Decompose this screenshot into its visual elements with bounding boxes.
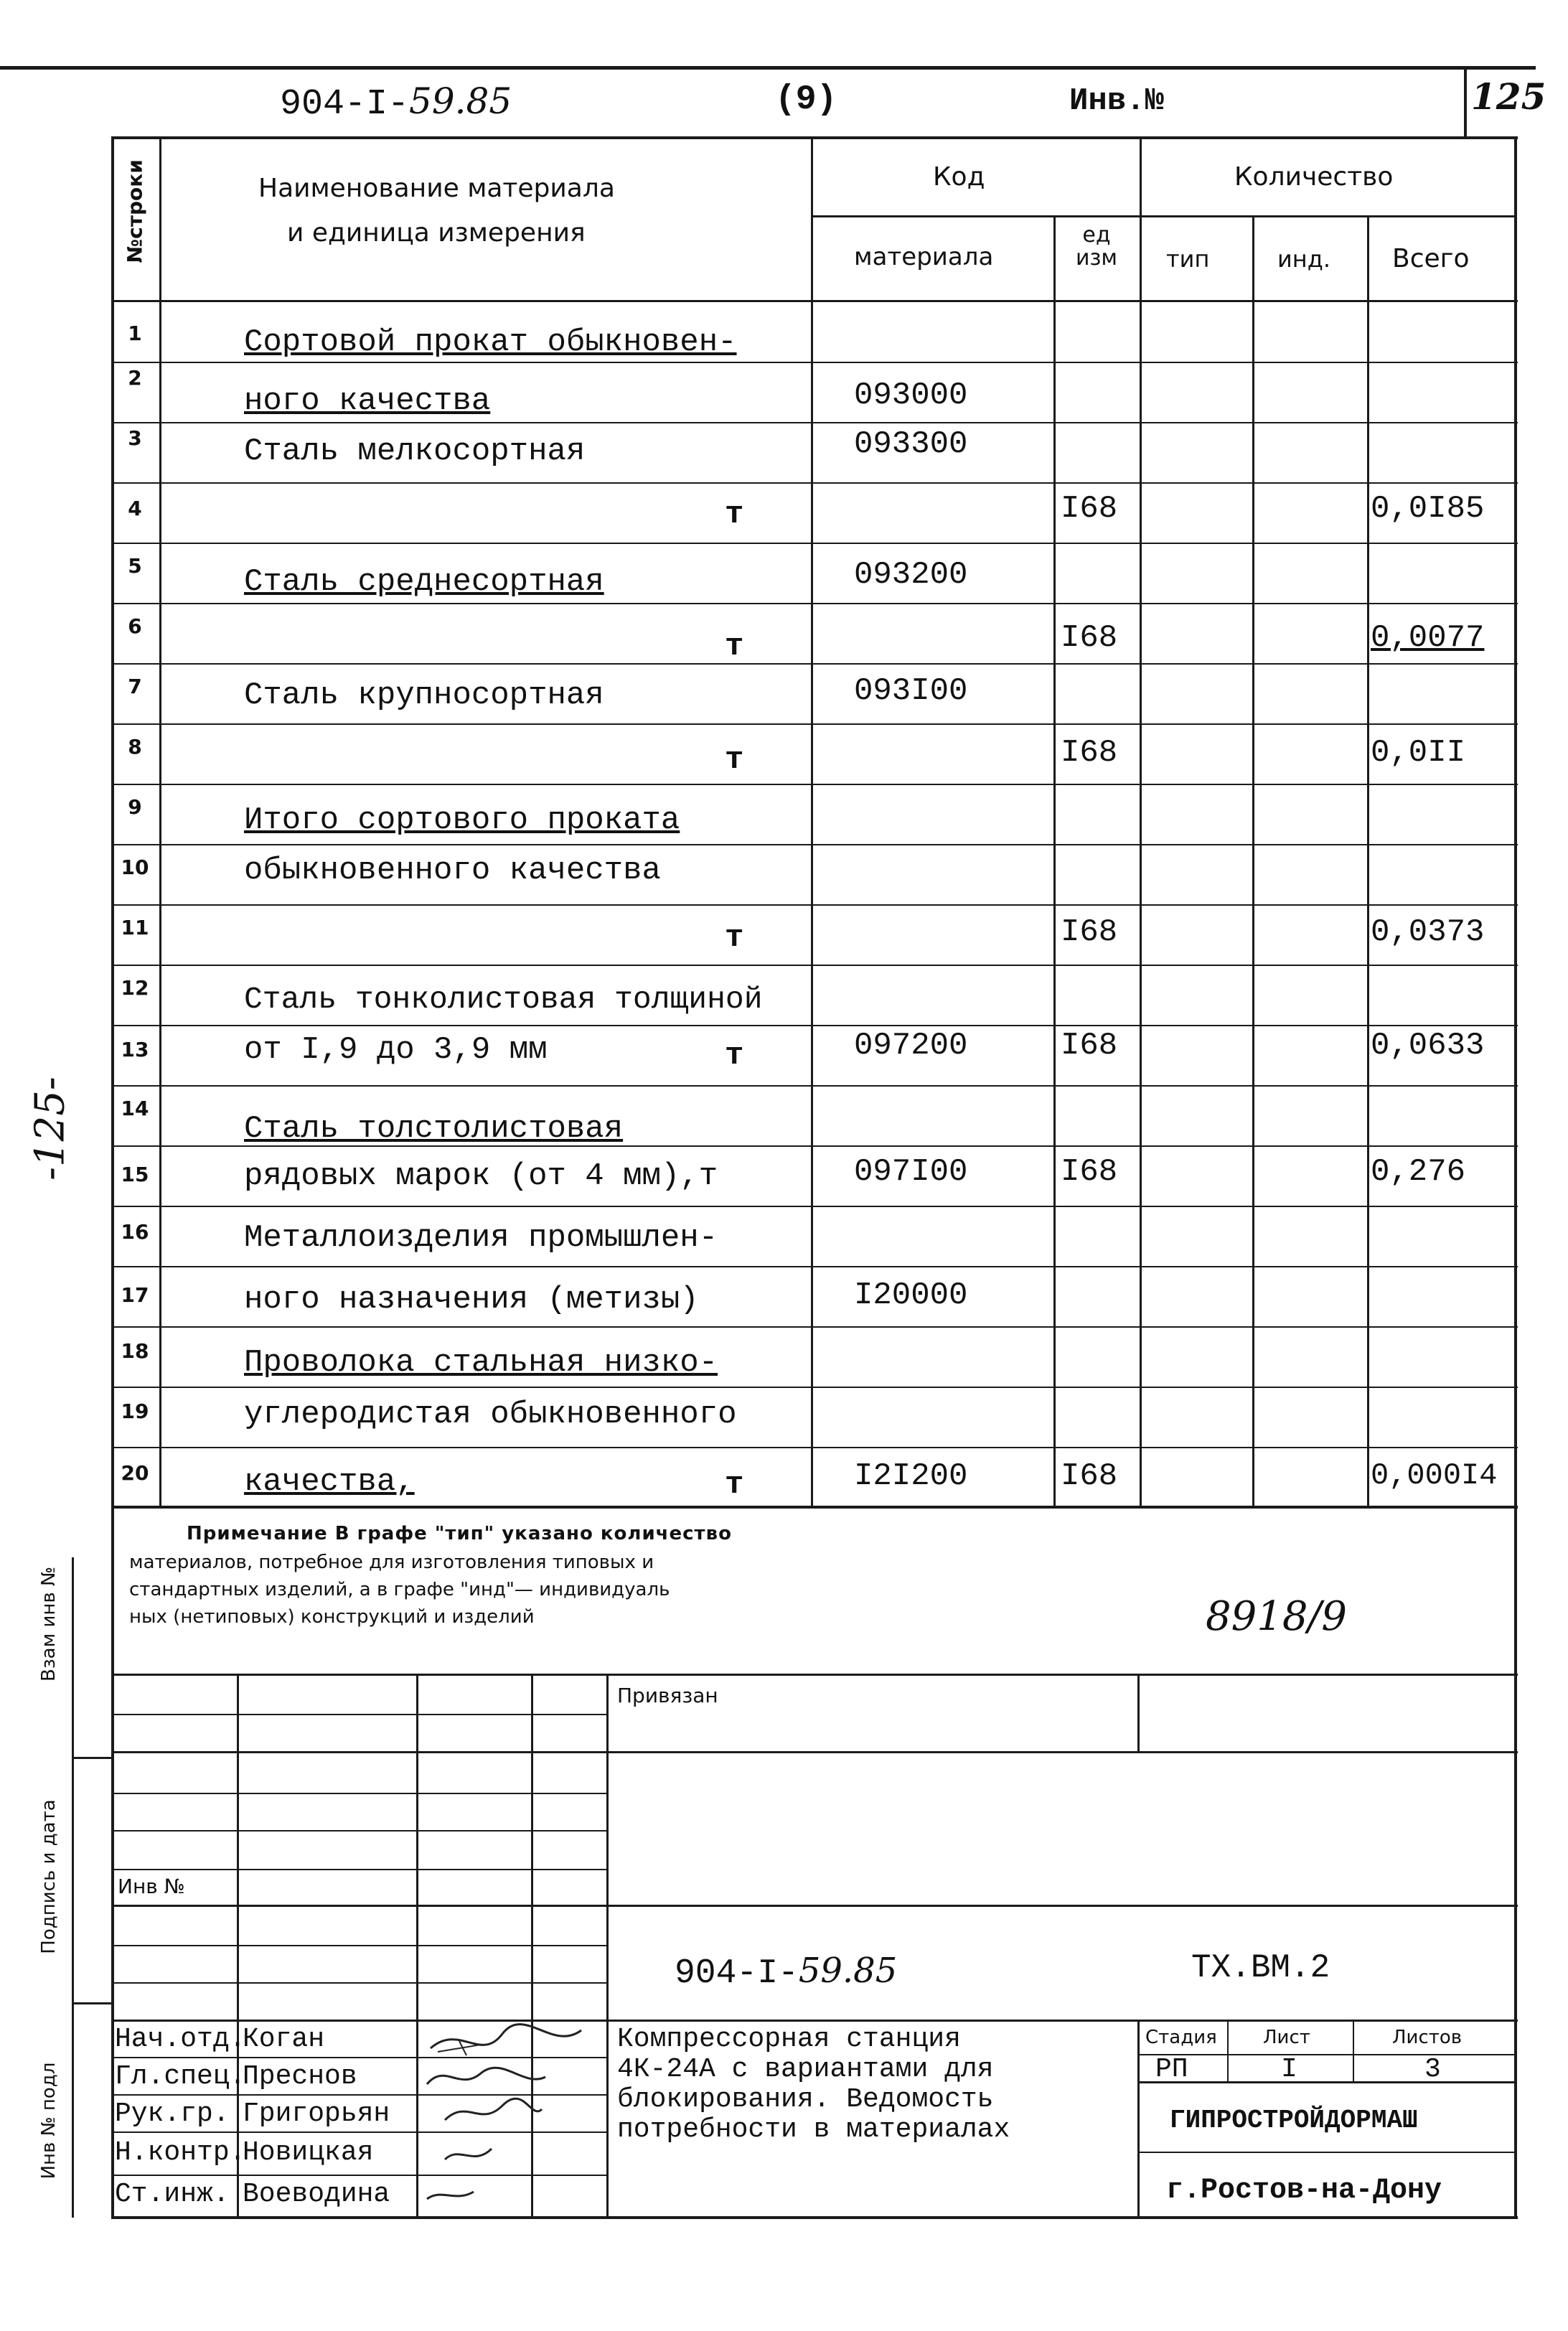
row-name: качества, <box>244 1464 415 1500</box>
side-label-inv-podl: Инв № подл <box>38 2062 60 2180</box>
row-unit-letter: т <box>725 1467 744 1503</box>
stamp-doc-code: ТХ.ВМ.2 <box>1191 1949 1330 1987</box>
row-name: Металлоизделия промышлен- <box>244 1220 718 1256</box>
col-qty-type-header: тип <box>1166 245 1210 273</box>
row-unit-code: I68 <box>1061 1028 1118 1064</box>
col-code-unit-header: ед изм <box>1075 222 1118 271</box>
row-unit-code: I68 <box>1061 914 1118 950</box>
person-name: Коган <box>243 2024 325 2055</box>
side-label-vzam: Взам инв № <box>38 1567 60 1682</box>
col-row-number-header: №строки <box>123 159 147 263</box>
person-role: Ст.инж. <box>115 2179 230 2210</box>
stamp-title-1: Компрессорная станция <box>617 2024 961 2055</box>
row-name: углеродистая обыкновенного <box>244 1397 737 1432</box>
stamp-doc-number <box>675 1951 897 1993</box>
note-line-3: стандартных изделий, а в графе "инд"— индивидуаль <box>129 1579 670 1600</box>
col-qty-ind-header: инд. <box>1277 245 1331 273</box>
side-label-podpis: Подпись и дата <box>38 1799 60 1954</box>
row-total: 0,0373 <box>1371 914 1485 950</box>
row-code: 093I00 <box>854 673 968 709</box>
sheet-label: Лист <box>1263 2027 1310 2048</box>
row-number: 5 <box>128 554 142 578</box>
sheet-value: I <box>1281 2054 1297 2085</box>
col-qty-header: Количество <box>1234 162 1394 192</box>
row-name: Сталь мелкосортная <box>244 433 586 469</box>
row-number: 15 <box>121 1163 149 1186</box>
col-name-header-2: и единица измерения <box>287 218 586 248</box>
stamp-title-3: блокирования. Ведомость <box>617 2084 994 2115</box>
top-border <box>0 66 1536 70</box>
side-page-mark: -125- <box>27 1077 74 1181</box>
note-line-1: Примечание В графе "тип" указано количество <box>187 1523 732 1544</box>
row-name: от I,9 до 3,9 мм <box>244 1032 548 1068</box>
page-number: 125 <box>1471 75 1546 118</box>
row-name: Сталь среднесортная <box>244 564 604 600</box>
stamp-doc-number-hand: 59.85 <box>798 1951 898 1991</box>
row-name: ного назначения (метизы) <box>244 1282 699 1318</box>
row-unit-code: I68 <box>1061 1458 1118 1494</box>
row-code: I2I200 <box>854 1458 968 1494</box>
page-number-divider <box>1464 66 1467 136</box>
col-qty-total-header: Всего <box>1392 244 1470 273</box>
row-number: 11 <box>121 916 149 939</box>
row-number: 8 <box>128 735 142 759</box>
row-number: 20 <box>121 1461 149 1485</box>
person-name: Воеводина <box>243 2179 390 2210</box>
stamp-title-4: потребности в материалах <box>617 2114 1010 2145</box>
row-number: 3 <box>128 426 142 450</box>
row-name: рядовых марок (от 4 мм),т <box>244 1158 718 1194</box>
row-unit-code: I68 <box>1061 735 1118 771</box>
row-name: Проволока стальная низко- <box>244 1345 718 1381</box>
row-number: 16 <box>121 1220 149 1244</box>
row-total: 0,0077 <box>1371 620 1485 656</box>
row-code: I20000 <box>854 1277 968 1313</box>
row-code: 093300 <box>854 426 968 462</box>
row-unit-letter: т <box>725 1038 744 1074</box>
row-number: 14 <box>121 1097 149 1120</box>
row-number: 6 <box>128 614 142 638</box>
note-line-2: материалов, потребное для изготовления типовых и <box>129 1552 654 1573</box>
row-code: 093200 <box>854 557 968 593</box>
row-unit-letter: т <box>725 497 744 533</box>
inv-label: Инв.№ <box>1069 83 1165 119</box>
row-name: Итого сортового проката <box>244 802 680 838</box>
col-code-header: Код <box>933 162 985 192</box>
row-number: 1 <box>128 322 142 345</box>
row-number: 13 <box>121 1038 149 1061</box>
row-name: Сортовой прокат обыкновен- <box>244 324 737 360</box>
row-total: 0,0633 <box>1371 1028 1485 1064</box>
col-code-material-header: материала <box>854 243 994 271</box>
person-name: Григорьян <box>243 2098 390 2129</box>
row-name: Сталь крупносортная <box>244 677 604 713</box>
row-number: 12 <box>121 976 149 1000</box>
note-line-4: ных (нетиповых) конструкций и изделий <box>129 1606 535 1628</box>
signatures-icon <box>416 2020 603 2218</box>
row-number: 10 <box>121 855 149 879</box>
side-margin-line <box>72 1557 74 2218</box>
sheets-value: 3 <box>1424 2054 1441 2085</box>
row-number: 18 <box>121 1339 149 1363</box>
row-number: 4 <box>128 497 142 520</box>
row-total: 0,0II <box>1371 735 1466 771</box>
person-role: Гл.спец. <box>115 2061 246 2092</box>
row-unit-letter: т <box>725 920 744 956</box>
inv-no-label: Инв № <box>118 1875 185 1898</box>
handwritten-number: 8918/9 <box>1206 1593 1348 1640</box>
col-name-header: Наименование материала <box>258 174 615 203</box>
stamp-doc-prefix: 904-I- <box>675 1954 799 1993</box>
stage-label: Стадия <box>1145 2027 1217 2048</box>
row-total: 0,000I4 <box>1371 1458 1498 1493</box>
privyazan-label: Привязан <box>617 1684 718 1707</box>
row-code: 097200 <box>854 1028 968 1064</box>
row-name: обыкновенного качества <box>244 853 661 888</box>
org-name: ГИПРОСТРОЙДОРМАШ <box>1170 2106 1418 2135</box>
doc-number-hand: 59.85 <box>409 80 512 122</box>
row-code: 097I00 <box>854 1154 968 1190</box>
person-role: Н.контр. <box>115 2137 246 2168</box>
person-role: Нач.отд. <box>115 2024 246 2055</box>
org-city: г.Ростов-на-Дону <box>1166 2175 1442 2207</box>
sheets-label: Листов <box>1392 2027 1463 2048</box>
row-unit-code: I68 <box>1061 620 1118 656</box>
doc-prefix: 904-I- <box>280 84 410 125</box>
row-total: 0,276 <box>1371 1154 1466 1190</box>
row-code: 093000 <box>854 377 968 413</box>
row-number: 19 <box>121 1399 149 1423</box>
row-total: 0,0I85 <box>1371 491 1485 527</box>
person-name: Новицкая <box>243 2137 374 2168</box>
row-unit-code: I68 <box>1061 491 1118 527</box>
row-unit-letter: т <box>725 629 744 665</box>
row-number: 9 <box>128 795 142 819</box>
stamp-title-2: 4К-24А с вариантами для <box>617 2054 994 2085</box>
person-name: Преснов <box>243 2061 357 2092</box>
row-number: 17 <box>121 1283 149 1307</box>
row-number: 7 <box>128 675 142 698</box>
row-unit-letter: т <box>725 742 744 778</box>
row-name: Сталь толстолистовая <box>244 1111 624 1147</box>
row-name: Сталь тонколистовая толщиной <box>244 982 763 1017</box>
doc-number <box>280 80 512 125</box>
row-unit-code: I68 <box>1061 1154 1118 1190</box>
person-role: Рук.гр. <box>115 2098 230 2129</box>
row-number: 2 <box>128 366 142 390</box>
stage-value: РП <box>1155 2054 1188 2085</box>
row-name: ного качества <box>244 383 491 419</box>
sheet-mark: (9) <box>775 80 837 119</box>
